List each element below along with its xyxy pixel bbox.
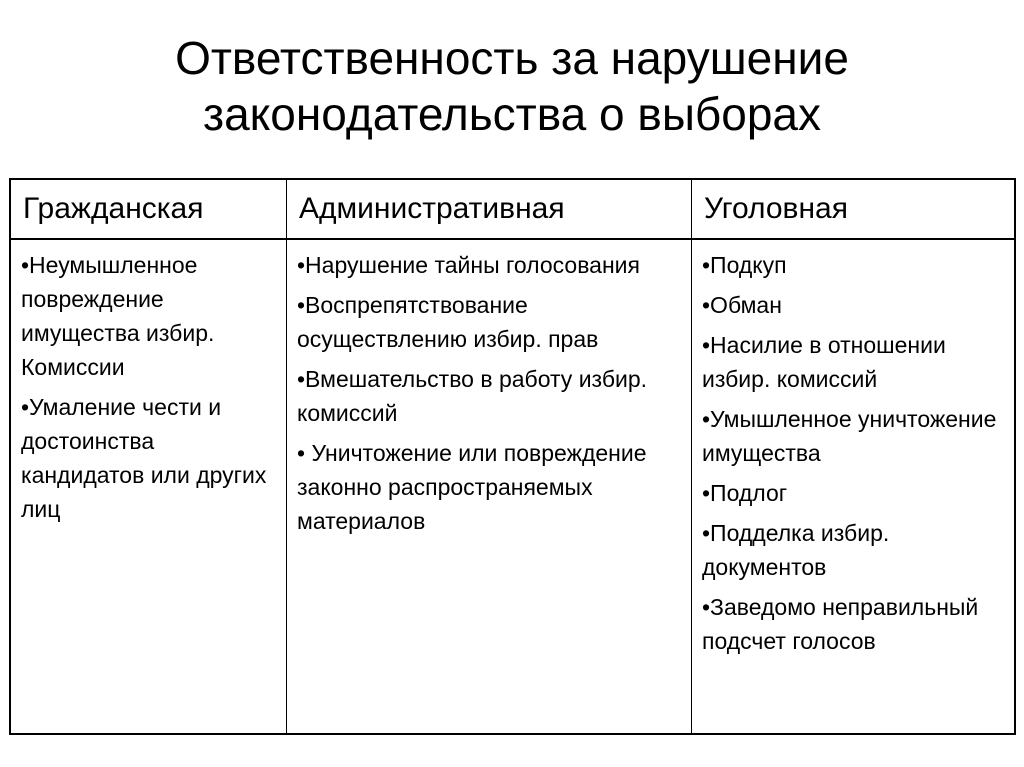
slide-title-line-2: законодательства о выборах [202,88,821,140]
header-criminal: Уголовная [692,180,1014,240]
list-item: •Подлог [702,480,788,506]
list-item: •Обман [702,292,782,318]
list-item: •Насилие в отношении избир. комиссий [702,332,946,392]
list-item: •Неумышленное повреждение имущества избир. Комиссии [21,252,215,380]
administrative-list [297,248,681,538]
header-administrative: Административная [287,180,692,240]
list-item: •Подделка избир. документов [702,520,890,580]
list-item: •Заведомо неправильный подсчет голосов [702,594,979,654]
responsibility-table [9,178,1016,735]
cell-criminal [692,240,1014,733]
header-civil: Гражданская [11,180,287,240]
civil-list [21,248,276,526]
slide-title-line-1: Ответственность за нарушение [175,32,849,84]
list-item: •Вмешательство в работу избир. комиссий [297,366,648,426]
list-item: •Нарушение тайны голосования [297,252,640,278]
slide-title [40,30,984,142]
cell-administrative [287,240,692,733]
list-item: • Уничтожение или повреждение законно распространяемых материалов [297,440,647,534]
list-item: •Воспрепятствование осуществлению избир. прав [297,292,599,352]
cell-civil [11,240,287,733]
list-item: •Умышленное уничтожение имущества [702,406,997,466]
list-item: •Умаление чести и достоинства кандидатов или других лиц [21,394,267,522]
list-item: •Подкуп [702,252,787,278]
criminal-list [702,248,1004,658]
